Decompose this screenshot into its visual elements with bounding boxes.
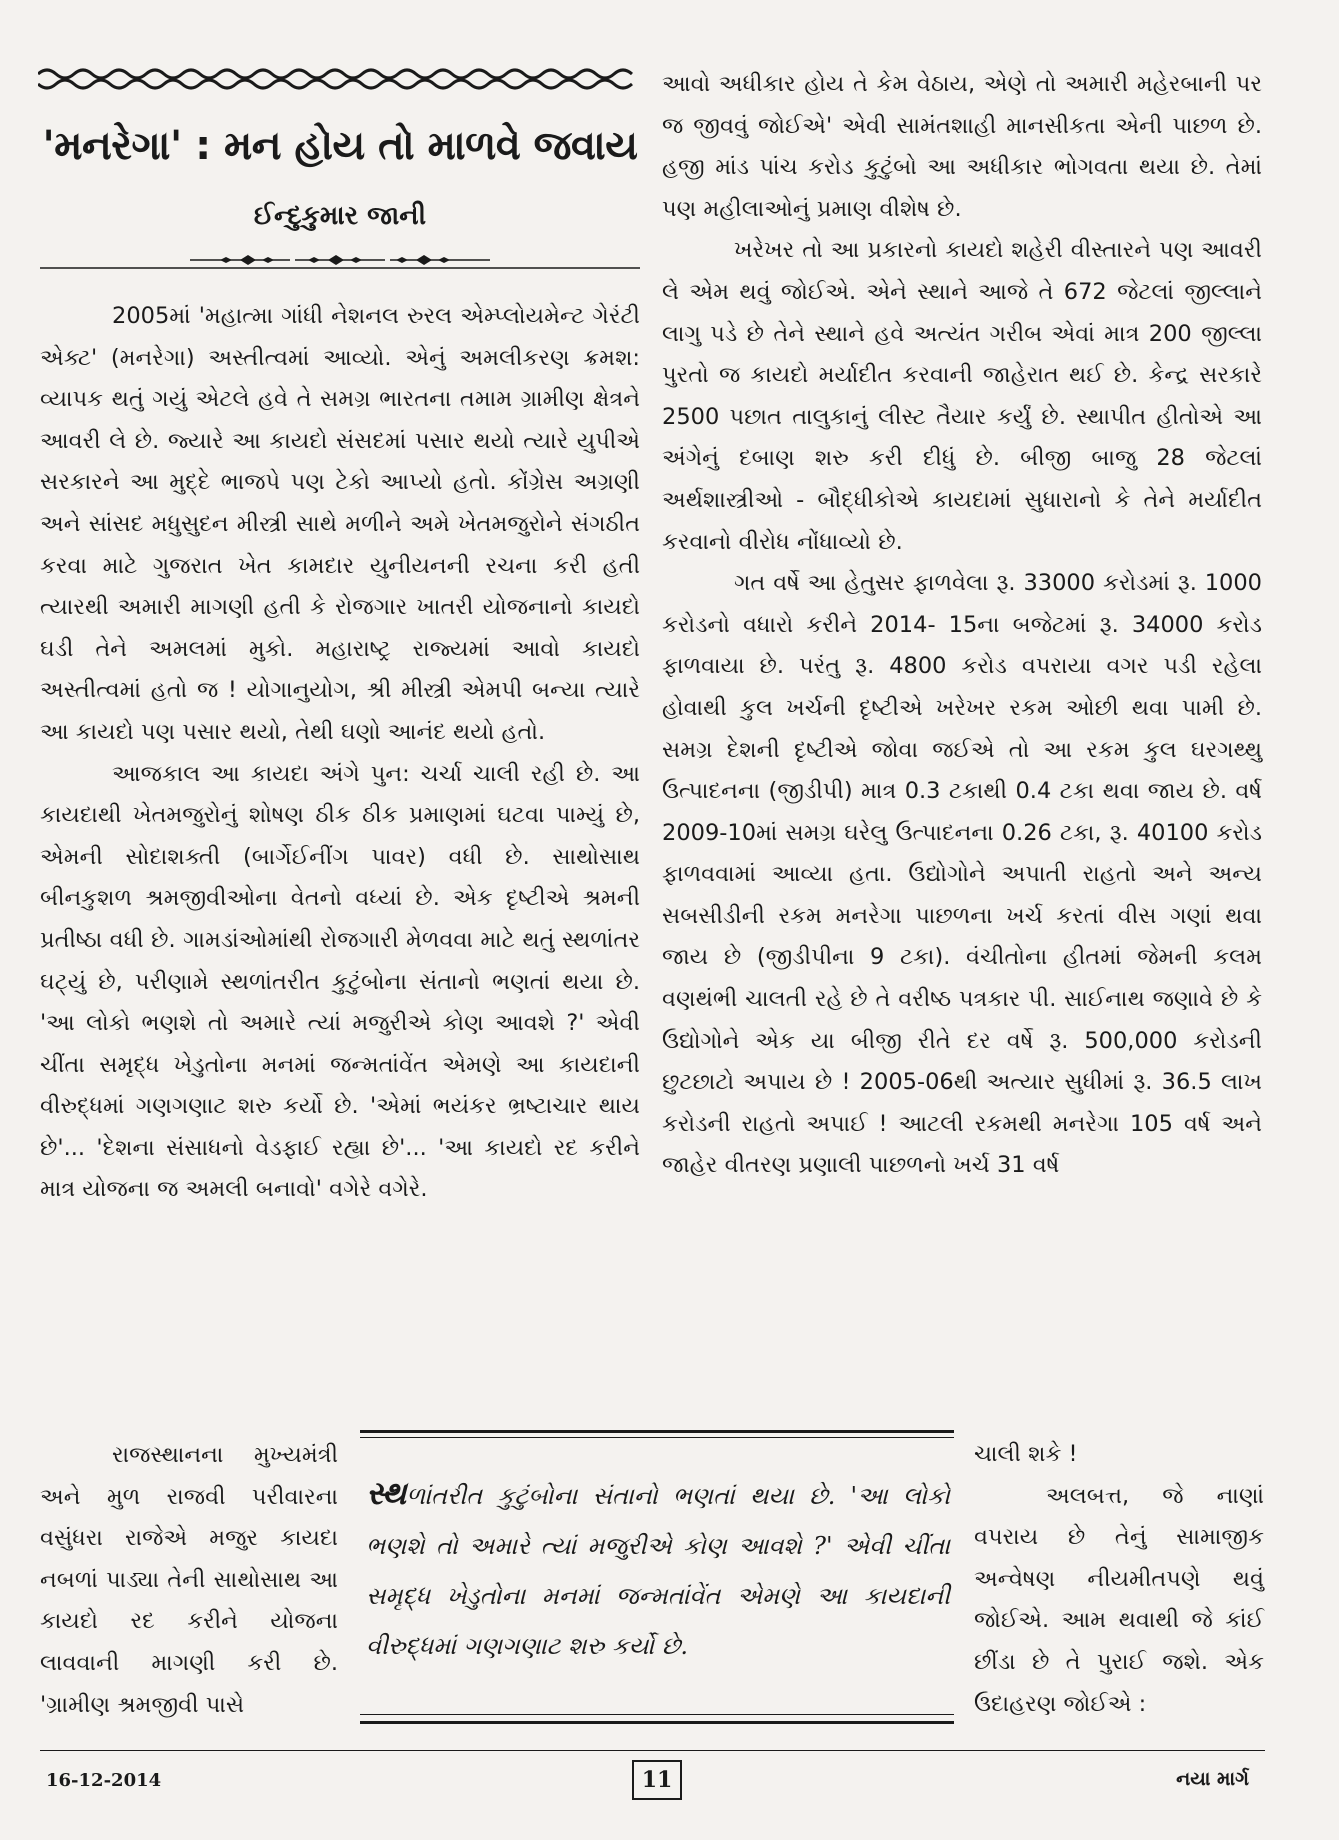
paragraph: ખરેખર તો આ પ્રકારનો કાયદો શહેરી વીસ્તારને પણ આવરી લે એમ થવું જોઈએ. એને સ્થાને આજે તે 672 જેટલાં જીલ્લાને લાગુ પડે છે તેને સ્થાને હવે અત્યંત ગરીબ એવાં માત્ર 200 જીલ્લા પુરતો જ કાયદો મર્યાદીત કરવાની જાહેરાત થઈ છે. કેન્દ્ર સરકારે 2500 પછાત તાલુકાનું લીસ્ટ તૈયાર કર્યું છે. સ્થાપીત હીતોએ આ અંગેનું દબાણ શરુ કરી દીધું છે. બીજી બાજુ 28 જેટલાં અર્થશાસ્ત્રીઓ - બૌદ્ધીકોએ કાયદામાં સુધારાનો કે તેને મર્યાદીત કરવાનો વીરોધ નોંધાવ્યો છે.	[662, 237, 1262, 555]
paragraph: આવો અધીકાર હોય તે કેમ વેઠાય, એણે તો અમારી મહેરબાની પર જ જીવવું જોઈએ' એવી સામંતશાહી માનસીકતા એની પાછળ છે. હજી માંડ પાંચ કરોડ કુટુંબો આ અધીકાર ભોગવતા થયા છે. તેમાં પણ મહીલાઓનું પ્રમાણ વીશેષ છે.	[662, 71, 1262, 222]
pull-quote-rule-bottom-thin	[360, 1714, 954, 1715]
paragraph: રાજસ્થાનના મુખ્યમંત્રી અને મુળ રાજવી પરીવારના વસુંધરા રાજેએ મજુર કાયદા નબળાં પાડ્યા તેની સાથોસાથ આ કાયદો રદ કરીને યોજના લાવવાની માગણી કરી છે. 'ગ્રામીણ શ્રમજીવી પાસે	[40, 1442, 338, 1718]
header-wave-ornament	[38, 64, 640, 96]
pull-quote-text	[366, 1468, 950, 1671]
paragraph: અલબત્ત, જે નાણાં વપરાય છે તેનું સામાજીક અન્વેષણ નીયમીતપણે થવું જોઈએ. આમ થવાથી જે કાંઈ છીંડા છે તે પુરાઈ જશે. એક ઉદાહરણ જોઈએ :	[974, 1482, 1264, 1717]
pull-quote	[360, 1430, 954, 1740]
left-column	[40, 296, 640, 1211]
pull-quote-body: ળાંતરીત કુટુંબોના સંતાનો ભણતાં થયા છે. 'આ લોકો ભણશે તો અમારે ત્યાં મજુરીએ કોણ આવશે ?' એવી ચીંતા સમૃદ્ધ ખેડુતોના મનમાં જન્મતાંવેંત એમણે આ કાયદાની વીરુદ્ધમાં ગણગણાટ શરુ કર્યો છે.	[366, 1482, 950, 1660]
paragraph: 2005માં 'મહાત્મા ગાંધી નેશનલ રુરલ એમ્પ્લોયમેન્ટ ગેરંટી એક્ટ' (મનરેગા) અસ્તીત્વમાં આવ્યો. એનું અમલીકરણ ક્રમશ: વ્યાપક થતું ગયું એટલે હવે તે સમગ્ર ભારતના તમામ ગ્રામીણ ક્ષેત્રને આવરી લે છે. જ્યારે આ કાયદો સંસદમાં પસાર થયો ત્યારે યુપીએ સરકારને આ મુદ્દે ભાજપે પણ ટેકો આપ્યો હતો. કોંગ્રેસ અગ્રણી અને સાંસદ મધુસુદન મીસ્ત્રી સાથે મળીને અમે ખેતમજુરોને સંગઠીત કરવા માટે ગુજરાત ખેત કામદાર યુનીયનની રચના કરી હતી ત્યારથી અમારી માગણી હતી કે રોજગાર ખાતરી યોજનાનો કાયદો ઘડી તેને અમલમાં મુકો. મહારાષ્ટ્ર રાજ્યમાં આવો કાયદો અસ્તીત્વમાં હતો જ ! યોગાનુયોગ, શ્રી મીસ્ત્રી એમપી બન્યા ત્યારે આ કાયદો પણ પસાર થયો, તેથી ઘણો આનંદ થયો હતો.	[40, 303, 640, 745]
right-column-bottom	[974, 1434, 1264, 1725]
page-footer	[0, 1750, 1339, 1810]
pull-quote-rule-bottom	[360, 1721, 954, 1724]
article-title: 'મનરેગા' : મન હોય તો માળવે જવાય	[42, 123, 638, 169]
page-number: 11	[632, 1760, 682, 1800]
right-column	[662, 64, 1262, 1187]
left-column-bottom	[40, 1435, 338, 1726]
author-name: ઈન્દુકુમાર જાની	[253, 201, 427, 231]
issue-date: 16-12-2014	[46, 1770, 162, 1791]
paragraph: ગત વર્ષે આ હેતુસર ફાળવેલા રૂ. 33000 કરોડમાં રૂ. 1000 કરોડનો વધારો કરીને 2014- 15ના બજેટમાં રૂ. 34000 કરોડ ફાળવાયા છે. પરંતુ રૂ. 4800 કરોડ વપરાયા વગર પડી રહેલા હોવાથી કુલ ખર્ચની દૃષ્ટીએ ખરેખર રકમ ઓછી થવા પામી છે. સમગ્ર દેશની દૃષ્ટીએ જોવા જઈએ તો આ રકમ કુલ ઘરગથ્થુ ઉત્પાદનના (જીડીપી) માત્ર 0.3 ટકાથી 0.4 ટકા થવા જાય છે. વર્ષ 2009-10માં સમગ્ર ઘરેલુ ઉત્પાદનના 0.26 ટકા, રૂ. 40100 કરોડ ફાળવવામાં આવ્યા હતા. ઉદ્યોગોને અપાતી રાહતો અને અન્ય સબસીડીની રકમ મનરેગા પાછળના ખર્ચ કરતાં વીસ ગણાં થવા જાય છે (જીડીપીના 9 ટકા). વંચીતોના હીતમાં જેમની કલમ વણથંભી ચાલતી રહે છે તે વરીષ્ઠ પત્રકાર પી. સાઈનાથ જણાવે છે કે ઉદ્યોગોને એક યા બીજી રીતે દર વર્ષે રૂ. 500,000 કરોડની છુટછાટો અપાય છે ! 2005-06થી અત્યાર સુધીમાં રૂ. 36.5 લાખ કરોડની રાહતો અપાઈ ! આટલી રકમથી મનરેગા 105 વર્ષ અને જાહેર વીતરણ પ્રણાલી પાછળનો ખર્ચ 31 વર્ષ	[662, 570, 1262, 1179]
paragraph: ચાલી શકે !	[974, 1441, 1078, 1467]
pull-quote-drop-word: સ્થ	[366, 1474, 407, 1512]
footer-rule	[40, 1750, 1265, 1751]
paragraph: આજકાલ આ કાયદા અંગે પુન: ચર્ચા ચાલી રહી છે. આ કાયદાથી ખેતમજુરોનું શોષણ ઠીક ઠીક પ્રમાણમાં ઘટવા પામ્યું છે, એમની સોદાશક્તી (બાર્ગેઈનીંગ પાવર) વધી છે. સાથોસાથ બીનકુશળ શ્રમજીવીઓના વેતનો વધ્યાં છે. એક દૃષ્ટીએ શ્રમની પ્રતીષ્ઠા વધી છે. ગામડાંઓમાંથી રોજગારી મેળવવા માટે થતું સ્થળાંતર ઘટ્યું છે, પરીણામે સ્થળાંતરીત કુટુંબોના સંતાનો ભણતાં થયા છે. 'આ લોકો ભણશે તો અમારે ત્યાં મજુરીએ કોણ આવશે ?' એવી ચીંતા સમૃદ્ધ ખેડુતોના મનમાં જન્મતાંવેંત એમણે આ કાયદાની વીરુદ્ધમાં ગણગણાટ શરુ કર્યો છે. 'એમાં ભયંકર ભ્રષ્ટાચાર થાય છે'... 'દેશના સંસાધનો વેડફાઈ રહ્યા છે'... 'આ કાયદો રદ કરીને માત્ર યોજના જ અમલી બનાવો' વગેરે વગેરે.	[40, 760, 640, 1203]
author-divider-ornament	[40, 250, 640, 274]
pull-quote-rule-top	[360, 1430, 954, 1433]
pull-quote-rule-top-thin	[360, 1437, 954, 1438]
magazine-name: નયા માર્ગ	[1176, 1768, 1249, 1790]
